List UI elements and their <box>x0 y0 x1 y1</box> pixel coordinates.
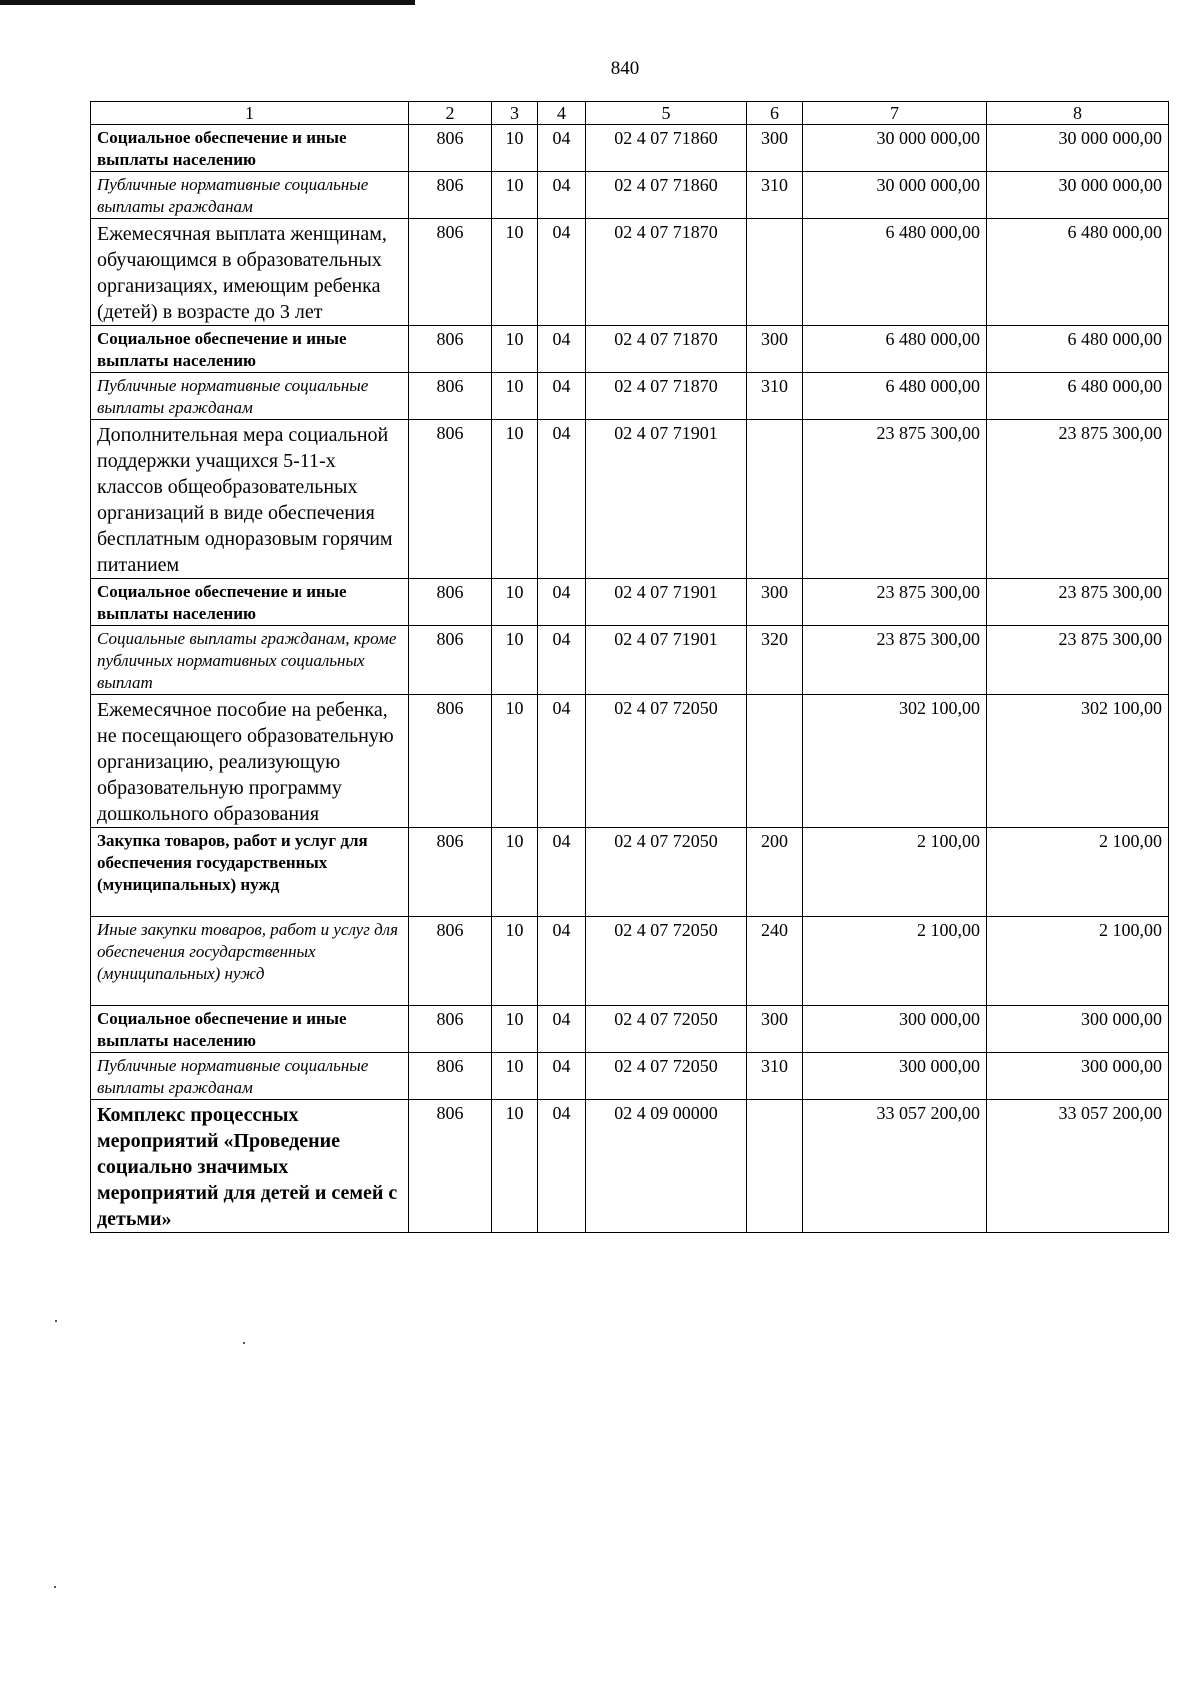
cell-amount-2: 2 100,00 <box>987 828 1169 917</box>
cell-subsection: 04 <box>538 1006 586 1053</box>
cell-amount-1: 6 480 000,00 <box>803 326 987 373</box>
cell-section: 10 <box>492 1006 538 1053</box>
cell-amount-2: 302 100,00 <box>987 695 1169 828</box>
row-name: Дополнительная мера социальной поддержки учащихся 5-11-х классов общеобразовательных организаций в виде обеспечения бесплатным одноразовым горячим питанием <box>91 420 409 579</box>
table-row <box>91 579 1169 626</box>
table-row <box>91 172 1169 219</box>
column-header: 1 <box>91 102 409 125</box>
table-row <box>91 326 1169 373</box>
header-row <box>91 102 1169 125</box>
cell-target-article: 02 4 07 71870 <box>586 326 747 373</box>
cell-department: 806 <box>409 917 492 1006</box>
cell-section: 10 <box>492 172 538 219</box>
row-name: Закупка товаров, работ и услуг для обеспечения государственных (муниципальных) нужд <box>91 828 409 917</box>
table-row <box>91 219 1169 326</box>
cell-target-article: 02 4 07 72050 <box>586 1053 747 1100</box>
cell-amount-2: 33 057 200,00 <box>987 1100 1169 1233</box>
cell-department: 806 <box>409 125 492 172</box>
cell-department: 806 <box>409 373 492 420</box>
cell-department: 806 <box>409 1006 492 1053</box>
column-header: 4 <box>538 102 586 125</box>
cell-target-article: 02 4 07 72050 <box>586 917 747 1006</box>
scan-speck <box>55 1320 57 1322</box>
column-header: 2 <box>409 102 492 125</box>
cell-amount-2: 30 000 000,00 <box>987 172 1169 219</box>
cell-section: 10 <box>492 695 538 828</box>
table-row <box>91 1006 1169 1053</box>
cell-target-article: 02 4 07 72050 <box>586 695 747 828</box>
cell-section: 10 <box>492 326 538 373</box>
cell-amount-2: 6 480 000,00 <box>987 219 1169 326</box>
table-row <box>91 695 1169 828</box>
cell-department: 806 <box>409 219 492 326</box>
cell-section: 10 <box>492 626 538 695</box>
cell-amount-2: 2 100,00 <box>987 917 1169 1006</box>
cell-amount-1: 6 480 000,00 <box>803 219 987 326</box>
cell-target-article: 02 4 07 71901 <box>586 626 747 695</box>
cell-subsection: 04 <box>538 695 586 828</box>
cell-section: 10 <box>492 373 538 420</box>
cell-expense-type: 240 <box>747 917 803 1006</box>
row-name: Социальное обеспечение и иные выплаты населению <box>91 125 409 172</box>
table-row <box>91 125 1169 172</box>
scan-edge-mark <box>0 0 415 5</box>
cell-expense-type <box>747 695 803 828</box>
cell-department: 806 <box>409 420 492 579</box>
cell-subsection: 04 <box>538 373 586 420</box>
cell-target-article: 02 4 07 71870 <box>586 373 747 420</box>
cell-expense-type: 200 <box>747 828 803 917</box>
cell-amount-2: 23 875 300,00 <box>987 626 1169 695</box>
cell-section: 10 <box>492 1100 538 1233</box>
cell-amount-1: 23 875 300,00 <box>803 626 987 695</box>
cell-department: 806 <box>409 695 492 828</box>
cell-section: 10 <box>492 828 538 917</box>
budget-table <box>90 101 1169 1233</box>
cell-section: 10 <box>492 125 538 172</box>
cell-subsection: 04 <box>538 626 586 695</box>
cell-target-article: 02 4 07 71901 <box>586 420 747 579</box>
cell-section: 10 <box>492 917 538 1006</box>
cell-target-article: 02 4 07 71860 <box>586 125 747 172</box>
table-row <box>91 420 1169 579</box>
row-name: Комплекс процессных мероприятий «Проведение социально значимых мероприятий для детей и семей с детьми» <box>91 1100 409 1233</box>
cell-expense-type: 300 <box>747 326 803 373</box>
cell-subsection: 04 <box>538 579 586 626</box>
cell-department: 806 <box>409 326 492 373</box>
cell-amount-2: 300 000,00 <box>987 1053 1169 1100</box>
cell-department: 806 <box>409 172 492 219</box>
cell-expense-type: 300 <box>747 125 803 172</box>
row-name: Иные закупки товаров, работ и услуг для обеспечения государственных (муниципальных) нужд <box>91 917 409 1006</box>
row-name: Публичные нормативные социальные выплаты гражданам <box>91 1053 409 1100</box>
cell-department: 806 <box>409 828 492 917</box>
cell-amount-1: 6 480 000,00 <box>803 373 987 420</box>
table-row <box>91 373 1169 420</box>
table-row <box>91 626 1169 695</box>
column-header: 6 <box>747 102 803 125</box>
cell-target-article: 02 4 07 71870 <box>586 219 747 326</box>
cell-amount-1: 300 000,00 <box>803 1006 987 1053</box>
column-header: 3 <box>492 102 538 125</box>
table-row <box>91 917 1169 1006</box>
cell-subsection: 04 <box>538 1100 586 1233</box>
cell-subsection: 04 <box>538 917 586 1006</box>
cell-expense-type <box>747 1100 803 1233</box>
cell-amount-2: 23 875 300,00 <box>987 420 1169 579</box>
cell-target-article: 02 4 07 72050 <box>586 828 747 917</box>
cell-department: 806 <box>409 1100 492 1233</box>
cell-department: 806 <box>409 1053 492 1100</box>
cell-amount-2: 23 875 300,00 <box>987 579 1169 626</box>
cell-amount-2: 300 000,00 <box>987 1006 1169 1053</box>
cell-section: 10 <box>492 219 538 326</box>
row-name: Публичные нормативные социальные выплаты гражданам <box>91 373 409 420</box>
cell-expense-type: 310 <box>747 172 803 219</box>
cell-expense-type: 300 <box>747 1006 803 1053</box>
cell-department: 806 <box>409 579 492 626</box>
cell-amount-1: 302 100,00 <box>803 695 987 828</box>
cell-subsection: 04 <box>538 172 586 219</box>
row-name: Публичные нормативные социальные выплаты гражданам <box>91 172 409 219</box>
cell-amount-1: 30 000 000,00 <box>803 172 987 219</box>
cell-target-article: 02 4 07 72050 <box>586 1006 747 1053</box>
cell-expense-type: 300 <box>747 579 803 626</box>
column-header: 5 <box>586 102 747 125</box>
row-name: Ежемесячная выплата женщинам, обучающимся в образовательных организациях, имеющим ребенка (детей) в возрасте до 3 лет <box>91 219 409 326</box>
scan-speck <box>54 1586 56 1588</box>
cell-expense-type: 310 <box>747 1053 803 1100</box>
cell-target-article: 02 4 07 71860 <box>586 172 747 219</box>
column-header: 7 <box>803 102 987 125</box>
row-name: Социальное обеспечение и иные выплаты населению <box>91 326 409 373</box>
cell-amount-1: 23 875 300,00 <box>803 579 987 626</box>
table-row <box>91 1100 1169 1233</box>
cell-subsection: 04 <box>538 326 586 373</box>
cell-amount-1: 2 100,00 <box>803 828 987 917</box>
cell-amount-1: 2 100,00 <box>803 917 987 1006</box>
cell-subsection: 04 <box>538 219 586 326</box>
cell-expense-type: 310 <box>747 373 803 420</box>
cell-amount-1: 300 000,00 <box>803 1053 987 1100</box>
row-name: Ежемесячное пособие на ребенка, не посещающего образовательную организацию, реализующую образовательную программу дошкольного образования <box>91 695 409 828</box>
cell-section: 10 <box>492 579 538 626</box>
page-number: 840 <box>610 58 640 79</box>
cell-section: 10 <box>492 420 538 579</box>
cell-amount-2: 6 480 000,00 <box>987 326 1169 373</box>
cell-expense-type <box>747 219 803 326</box>
cell-amount-1: 30 000 000,00 <box>803 125 987 172</box>
scan-speck <box>243 1342 245 1344</box>
cell-subsection: 04 <box>538 420 586 579</box>
cell-expense-type <box>747 420 803 579</box>
cell-subsection: 04 <box>538 125 586 172</box>
cell-target-article: 02 4 07 71901 <box>586 579 747 626</box>
row-name: Социальное обеспечение и иные выплаты населению <box>91 579 409 626</box>
cell-subsection: 04 <box>538 1053 586 1100</box>
cell-target-article: 02 4 09 00000 <box>586 1100 747 1233</box>
table-row <box>91 828 1169 917</box>
cell-amount-2: 30 000 000,00 <box>987 125 1169 172</box>
table-row <box>91 1053 1169 1100</box>
row-name: Социальные выплаты гражданам, кроме публичных нормативных социальных выплат <box>91 626 409 695</box>
cell-section: 10 <box>492 1053 538 1100</box>
cell-amount-2: 6 480 000,00 <box>987 373 1169 420</box>
column-header: 8 <box>987 102 1169 125</box>
cell-expense-type: 320 <box>747 626 803 695</box>
cell-amount-1: 23 875 300,00 <box>803 420 987 579</box>
cell-department: 806 <box>409 626 492 695</box>
cell-amount-1: 33 057 200,00 <box>803 1100 987 1233</box>
cell-subsection: 04 <box>538 828 586 917</box>
row-name: Социальное обеспечение и иные выплаты населению <box>91 1006 409 1053</box>
